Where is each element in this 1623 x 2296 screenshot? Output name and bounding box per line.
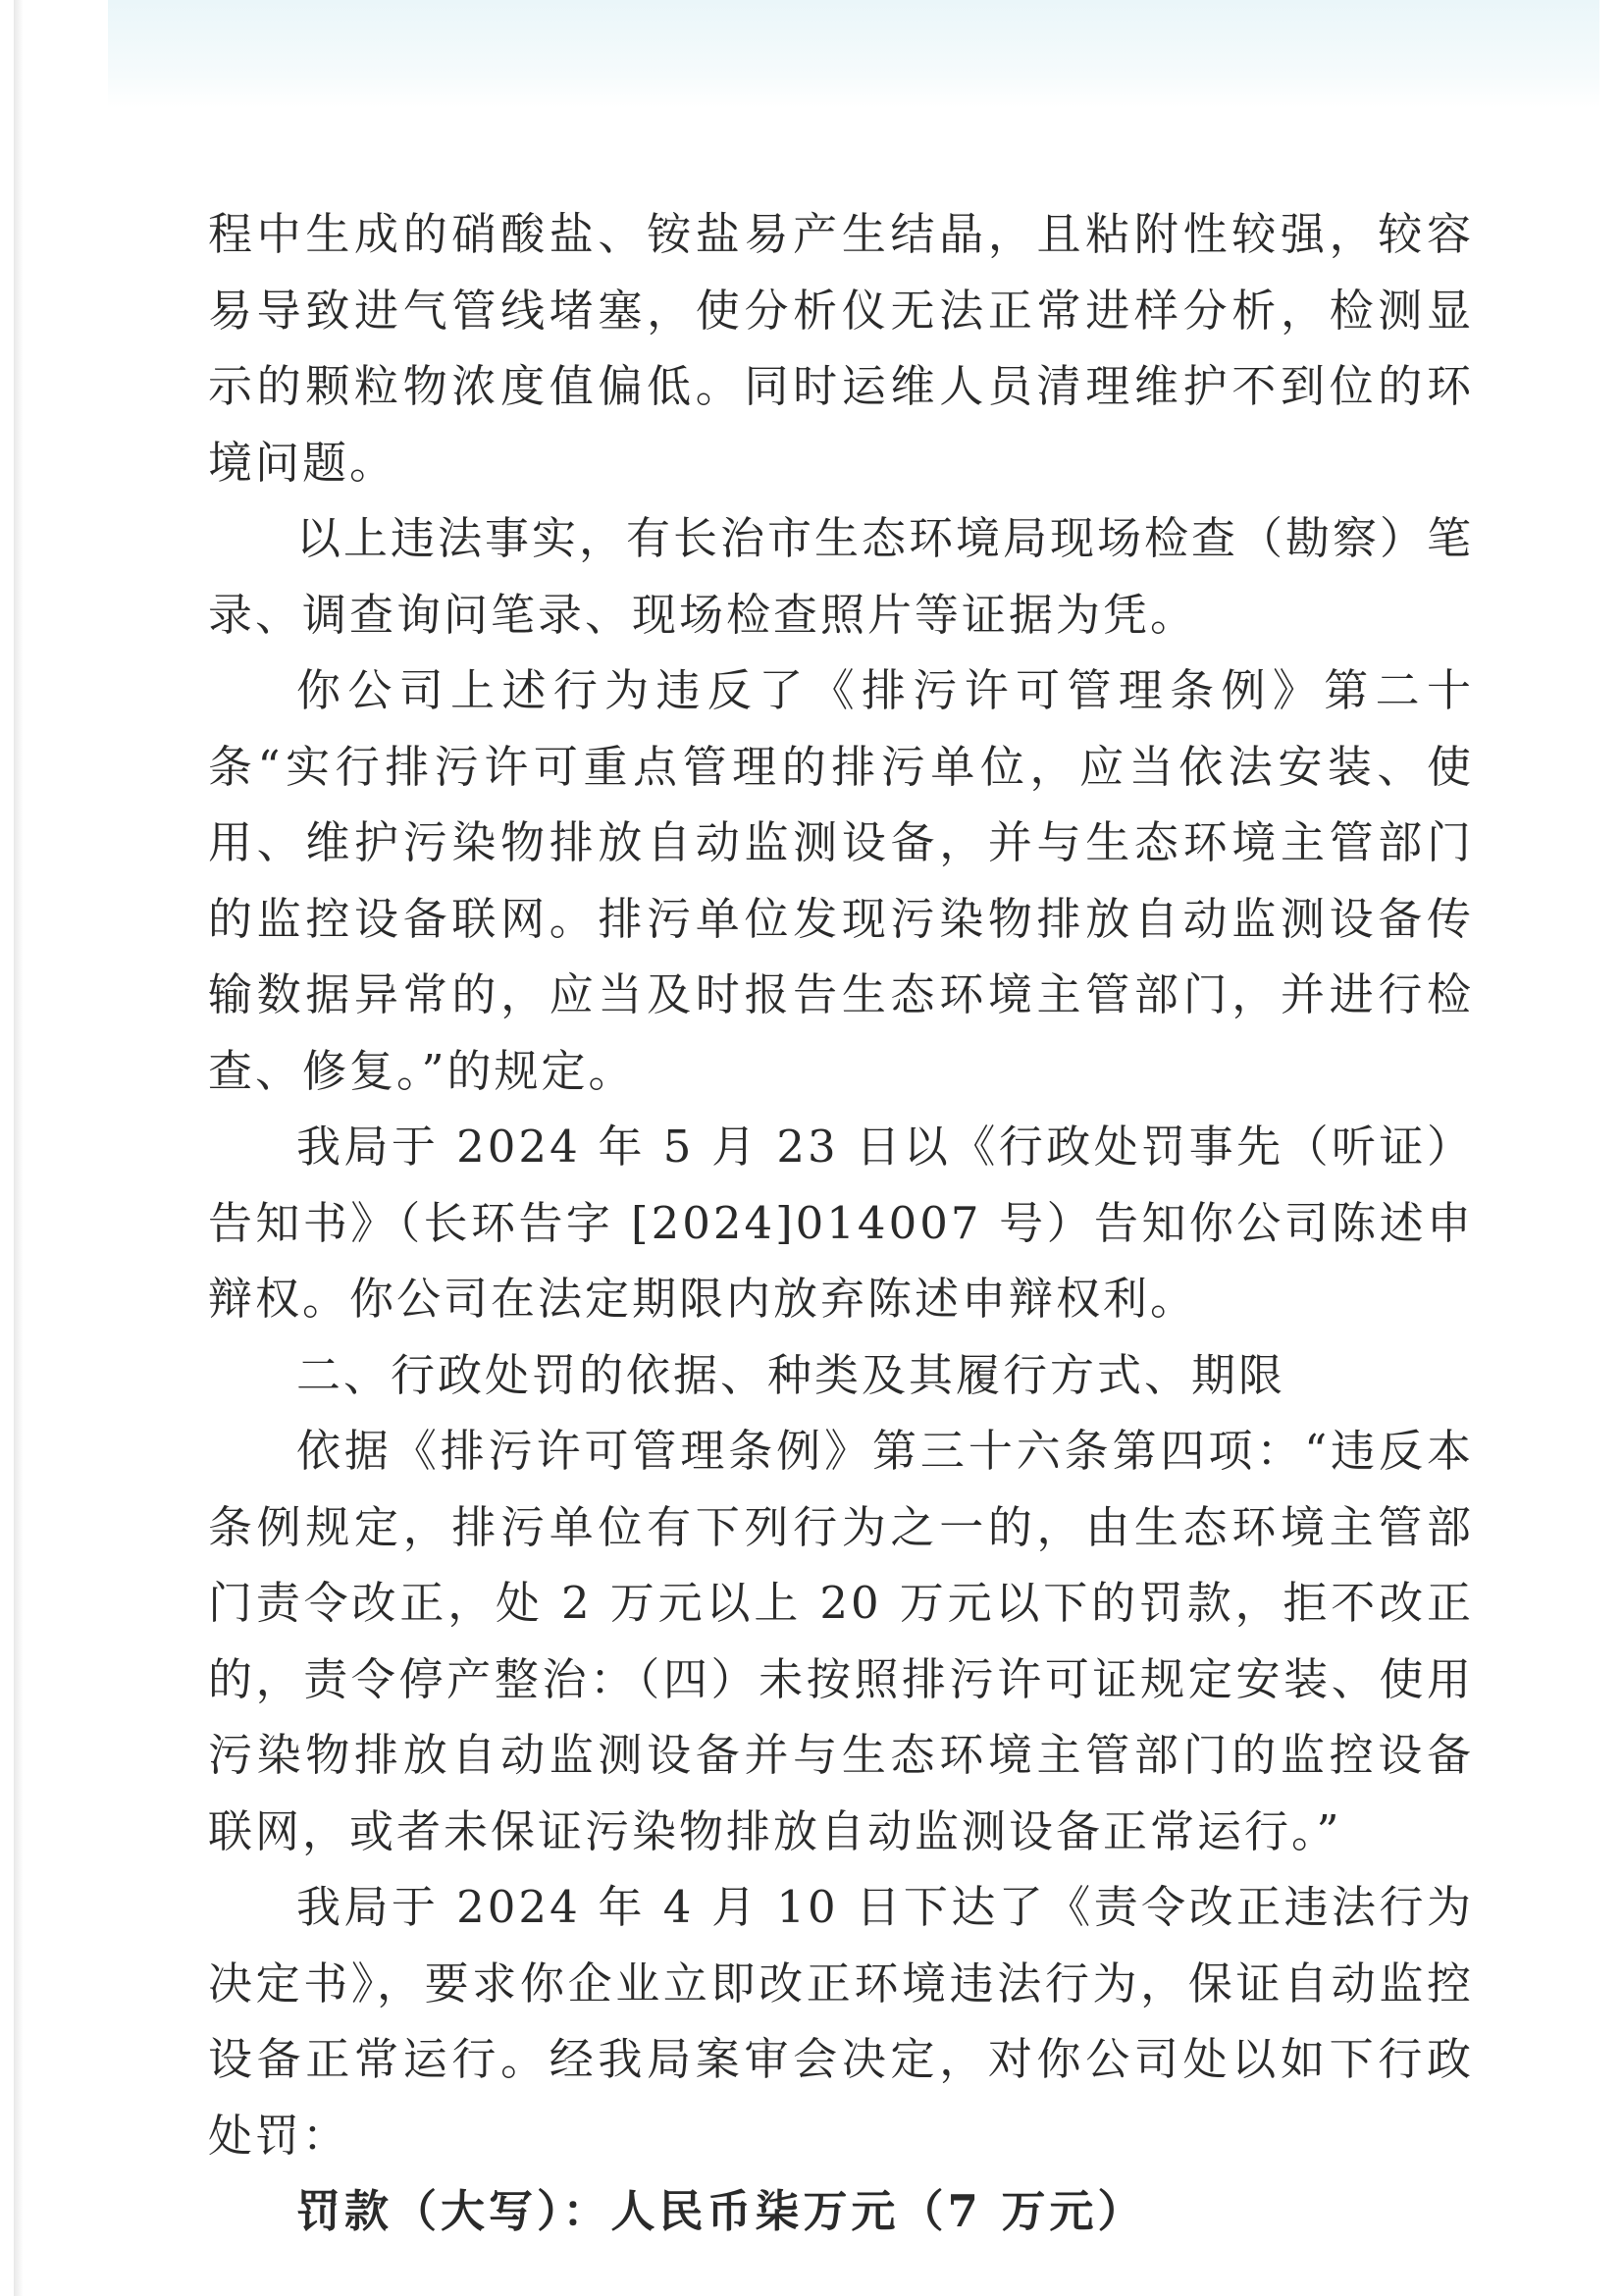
scan-tint xyxy=(108,0,1599,108)
paragraph-violation: 你公司上述行为违反了《排污许可管理条例》第二十条“实行排污许可重点管理的排污单位，应当依法安装、使用、维护污染物排放自动监测设备，并与生态环境主管部门的监控设备联网。排污单位发现污染物排放自动监测设备传输数据异常的，应当及时报告生态环境主管部门，并进行检查、修复。”的规定。 xyxy=(208,664,1474,1097)
paragraph-legal-basis: 依据《排污许可管理条例》第三十六条第四项：“违反本条例规定，排污单位有下列行为之一的，由生态环境主管部门责令改正，处 2 万元以上 20 万元以下的罚款，拒不改正的，责令停产整治：（四）未按照排污许可证规定安装、使用污染物排放自动监测设备并与生态环境主管部门的监控设备联网，或者未保证污染物排放自动监测设备正常运行。” xyxy=(208,1425,1474,1857)
document-body xyxy=(208,196,1474,2250)
paragraph-notice: 我局于 2024 年 5 月 23 日以《行政处罚事先（听证）告知书》（长环告字 [2024]014007 号）告知你公司陈述申辩权。你公司在法定期限内放弃陈述申辩权利。 xyxy=(208,1121,1474,1325)
scan-edge xyxy=(14,0,24,2296)
paragraph-evidence: 以上违法事实，有长治市生态环境局现场检查（勘察）笔录、调查询问笔录、现场检查照片等证据为凭。 xyxy=(208,512,1475,641)
paragraph-continuation: 程中生成的硝酸盐、铵盐易产生结晶，且粘附性较强，较容易导致进气管线堵塞，使分析仪无法正常进样分析，检测显示的颗粒物浓度值偏低。同时运维人员清理维护不到位的环境问题。 xyxy=(208,208,1474,489)
paragraph-decision: 我局于 2024 年 4 月 10 日下达了《责令改正违法行为决定书》，要求你企业立即改正环境违法行为，保证自动监控设备正常运行。经我局案审会决定，对你公司处以如下行政处罚： xyxy=(208,1881,1474,2162)
penalty-amount: 罚款（大写）：人民币柒万元（7 万元） xyxy=(296,2185,1146,2237)
section-heading: 二、行政处罚的依据、种类及其履行方式、期限 xyxy=(296,1348,1286,1401)
